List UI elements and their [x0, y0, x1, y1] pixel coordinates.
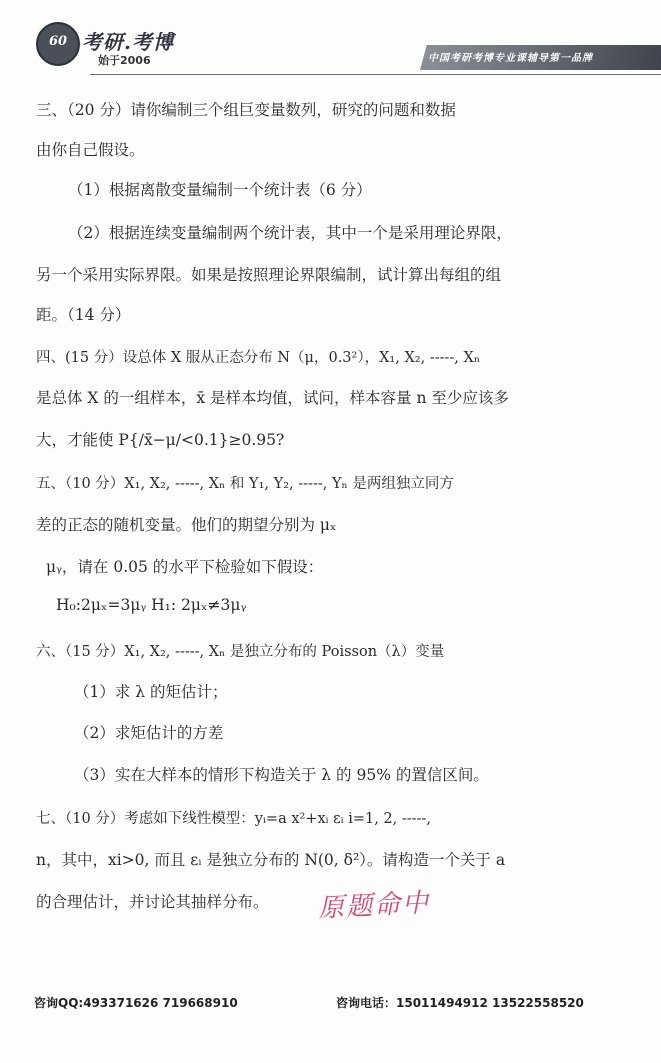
handwritten-note: 原题命中: [317, 888, 431, 924]
q5-line-2: 差的正态的随机变量。他们的期望分别为 μₓ: [36, 516, 337, 534]
q3-line-1: 三、（20 分）请你编制三个组巨变量数列，研究的问题和数据: [36, 101, 456, 119]
q4-line-1: 四、(15 分）设总体 X 服从正态分布 N（μ，0.3²），X₁, X₂, -----, Xₙ: [36, 350, 481, 366]
footer-qq: 咨询QQ:493371626 719668910: [34, 996, 238, 1010]
page-header: [0, 0, 661, 80]
q6-part3: （3）实在大样本的情形下构造关于 λ 的 95% 的置信区间。: [74, 766, 489, 784]
q7-line-1: 七、（10 分）考虑如下线性模型：yᵢ=a x²+xᵢ εᵢ i=1, 2, -----,: [36, 811, 431, 827]
q3-part2-line-2: 另一个采用实际界限。如果是按照理论界限编制，试计算出每组的组: [36, 266, 502, 284]
q7-line-3: 的合理估计，并讨论其抽样分布。: [36, 893, 269, 911]
q3-part2-line-3: 距。（14 分）: [36, 306, 131, 324]
q6-line-1: 六、（15 分）X₁, X₂, -----, Xₙ 是独立分布的 Poisson（λ）变量: [36, 644, 445, 660]
header-rule: [90, 74, 661, 75]
q3-line-2: 由你自己假设。: [36, 141, 145, 159]
q5-line-1: 五、（10 分）X₁, X₂, -----, Xₙ 和 Y₁, Y₂, -----, Yₙ 是两组独立同方: [36, 476, 454, 492]
q4-line-3: 大，才能使 P{/x̄−μ/<0.1}≥0.95?: [36, 431, 285, 449]
q4-line-2: 是总体 X 的一组样本，x̄ 是样本均值，试问，样本容量 n 至少应该多: [36, 389, 509, 407]
q3-part1: （1）根据离散变量编制一个统计表（6 分）: [68, 181, 372, 199]
brand-name: 考研.考博: [82, 30, 174, 54]
q6-part1: （1）求 λ 的矩估计；: [74, 683, 228, 701]
q6-part2: （2）求矩估计的方差: [74, 724, 224, 742]
q5-line-3: μᵧ，请在 0.05 的水平下检验如下假设：: [46, 558, 324, 576]
q3-part2-line-1: （2）根据连续变量编制两个统计表，其中一个是采用理论界限，: [68, 224, 512, 242]
q5-hypotheses: H₀:2μₓ=3μᵧ H₁: 2μₓ≠3μᵧ: [56, 596, 247, 614]
logo-icon: 60: [36, 22, 80, 66]
header-slogan: 中国考研考博专业课辅导第一品牌: [428, 53, 593, 64]
brand-since: 始于2006: [98, 54, 151, 67]
footer-phone: 咨询电话：15011494912 13522558520: [336, 996, 584, 1010]
q7-line-2: n，其中，xi>0, 而且 εᵢ 是独立分布的 N(0, δ²）。请构造一个关于 a: [36, 851, 506, 869]
